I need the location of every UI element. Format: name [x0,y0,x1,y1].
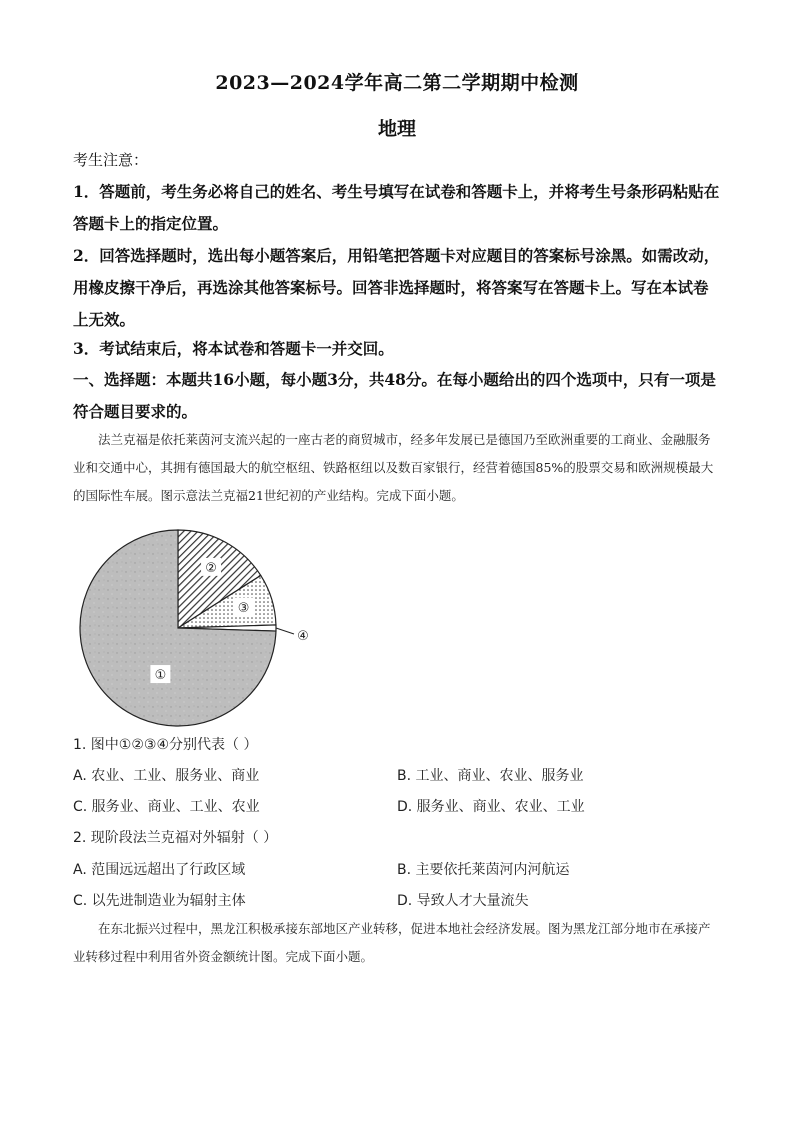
pie-label-1: ① [154,668,167,684]
question-2-option-d[interactable]: D. 导致人才大量流失 [397,893,529,909]
pie-chart-svg [70,524,309,724]
question-1-stem: 1. 图中①②③④分别代表（ ） [73,737,258,753]
question-2-option-c[interactable]: C. 以先进制造业为辐射主体 [73,893,246,909]
exam-title: 2023—2024学年高二第二学期期中检测 [215,72,579,94]
question-2-stem: 2. 现阶段法兰克福对外辐射（ ） [73,830,278,846]
notice-item-1: 1．答题前，考生务必将自己的姓名、考生号填写在试卷和答题卡上，并将考生号条形码粘贴在答题卡上的指定位置。 [73,182,720,233]
question-2-option-b[interactable]: B. 主要依托莱茵河内河航运 [397,862,570,878]
pie-label-2: ② [205,560,217,576]
notice-item-2: 2．回答选择题时，选出每小题答案后，用铅笔把答题卡对应题目的答案标号涂黑。如需改动，用橡皮擦干净后，再选涂其他答案标号。回答非选择题时，将答案写在答题卡上。写在本试卷上无效。 [73,246,720,329]
industry-pie-figure [70,524,309,724]
pie-label-3: ③ [237,600,250,616]
passage-frankfurt: 法兰克福是依托莱茵河支流兴起的一座古老的商贸城市，经多年发展已是德国乃至欧洲重要的工商业、金融服务业和交通中心，其拥有德国最大的航空枢纽、铁路枢纽以及数百家银行，经营着德国85%的股票交易和欧洲规模最大的国际性车展。图示意法兰克福21世纪初的产业结构。完成下面小题。 [73,432,714,503]
question-1-option-d[interactable]: D. 服务业、商业、农业、工业 [397,799,585,815]
question-1-option-b[interactable]: B. 工业、商业、农业、服务业 [397,768,584,784]
subject-title: 地理 [377,118,416,140]
notice-heading: 考生注意： [73,151,149,169]
question-1-option-a[interactable]: A. 农业、工业、服务业、商业 [73,768,260,784]
section-heading: 一、选择题：本题共16小题，每小题3分，共48分。在每小题给出的四个选项中，只有一项是符合题目要求的。 [73,370,716,421]
passage-heilongjiang: 在东北振兴过程中，黑龙江积极承接东部地区产业转移，促进本地社会经济发展。图为黑龙江部分地市在承接产业转移过程中利用省外资金额统计图。完成下面小题。 [73,921,711,964]
pie-label-4: ④ [297,629,309,644]
question-1-option-c[interactable]: C. 服务业、商业、工业、农业 [73,799,260,815]
question-2-option-a[interactable]: A. 范围远远超出了行政区域 [73,862,246,878]
pie-leader-line-4 [276,628,294,634]
notice-item-3: 3．考试结束后，将本试卷和答题卡一并交回。 [73,339,394,358]
